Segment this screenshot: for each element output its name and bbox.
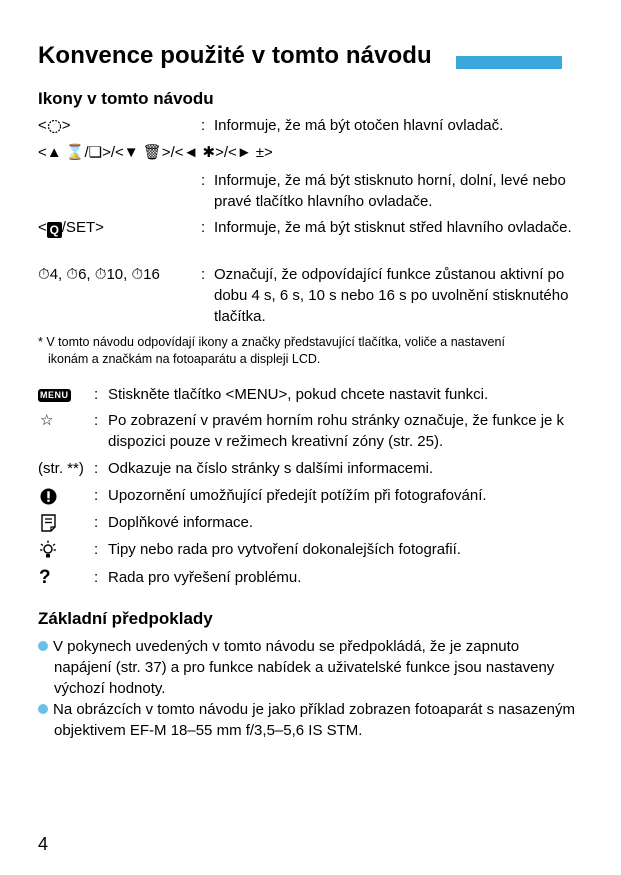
lightbulb-icon [39, 540, 57, 564]
basics-bullet: Na obrázcích v tomto návodu je jako příklad zobrazen fotoaparát s nasazeným objektivem EF-M 18–55 mm f/3,5–5,6 IS STM. [38, 699, 579, 741]
question-icon: ? [39, 567, 51, 588]
row-colon: : [201, 266, 206, 283]
timer-keys: ⏱4, ⏱6, ⏱10, ⏱16 [38, 266, 160, 283]
legend-desc: Rada pro vyřešení problému. [108, 569, 302, 586]
warning-icon [40, 488, 57, 510]
icons-note: * V tomto návodu odpovídají ikony a značky představující tlačítka, voliče a nastavení ikonám a značkám na fotoaparátu a displeji LCD. [38, 335, 505, 366]
main-dial-icon [47, 119, 62, 134]
star-icon: ☆ [40, 412, 54, 429]
legend-desc: Doplňkové informace. [108, 514, 254, 531]
basics-bullet: V pokynech uvedených v tomto návodu se předpokládá, že je zapnuto napájení (str. 37) a pro funkce nabídek a uživatelské funkce jsou nastaveny výchozí hodnoty. [38, 636, 579, 699]
row-desc: Informuje, že má být stisknuto horní, dolní, levé nebo pravé tlačítko hlavního ovladače. [214, 172, 566, 210]
quick-control-icon: Q [47, 222, 62, 238]
cross-keys: <▲ ⌛/❏>/<▼ 🗑>/<◄ ✱>/<► ±> [38, 144, 273, 161]
row-desc: Informuje, že má být otočen hlavní ovladač. [214, 117, 504, 134]
menu-icon: MENU [40, 389, 69, 400]
legend-desc: Odkazuje na číslo stránky s dalšími informacemi. [108, 460, 434, 477]
legend-desc: Upozornění umožňující předejít potížím při fotografování. [108, 487, 487, 504]
set-label: /SET [61, 219, 96, 236]
row-colon: : [201, 219, 206, 236]
title-accent-bar [456, 56, 562, 69]
row-desc: Informuje, že má být stisknut střed hlavního ovladače. [214, 219, 572, 236]
dial-key: < > [38, 117, 71, 134]
bullet-dot [38, 704, 48, 714]
legend-desc: Stiskněte tlačítko <MENU>, pokud chcete nastavit funkci. [108, 386, 489, 403]
page-number: 4 [38, 834, 49, 854]
page-title: Konvence použité v tomto návodu [38, 42, 432, 69]
basics-heading: Základní předpoklady [38, 609, 213, 628]
bullet-dot [38, 641, 48, 651]
row-colon: : [201, 172, 206, 189]
legend-desc: Tipy nebo rada pro vytvoření dokonalejších fotografií. [108, 541, 461, 558]
icons-section-heading: Ikony v tomto návodu [38, 89, 214, 108]
row-desc: Označují, že odpovídající funkce zůstanou aktivní po dobu 4 s, 6 s, 10 s nebo 16 s po uvolnění stisknutého tlačítka. [214, 266, 569, 325]
memo-icon [41, 514, 56, 537]
row-colon: : [201, 117, 206, 134]
legend-desc: Po zobrazení v pravém horním rohu stránky označuje, že funkce je k dispozici pouze v režimech kreativní zóny (str. 25). [108, 412, 565, 450]
page-reference: (str. **) [38, 460, 84, 477]
set-key: < Q /SET> [38, 219, 104, 237]
